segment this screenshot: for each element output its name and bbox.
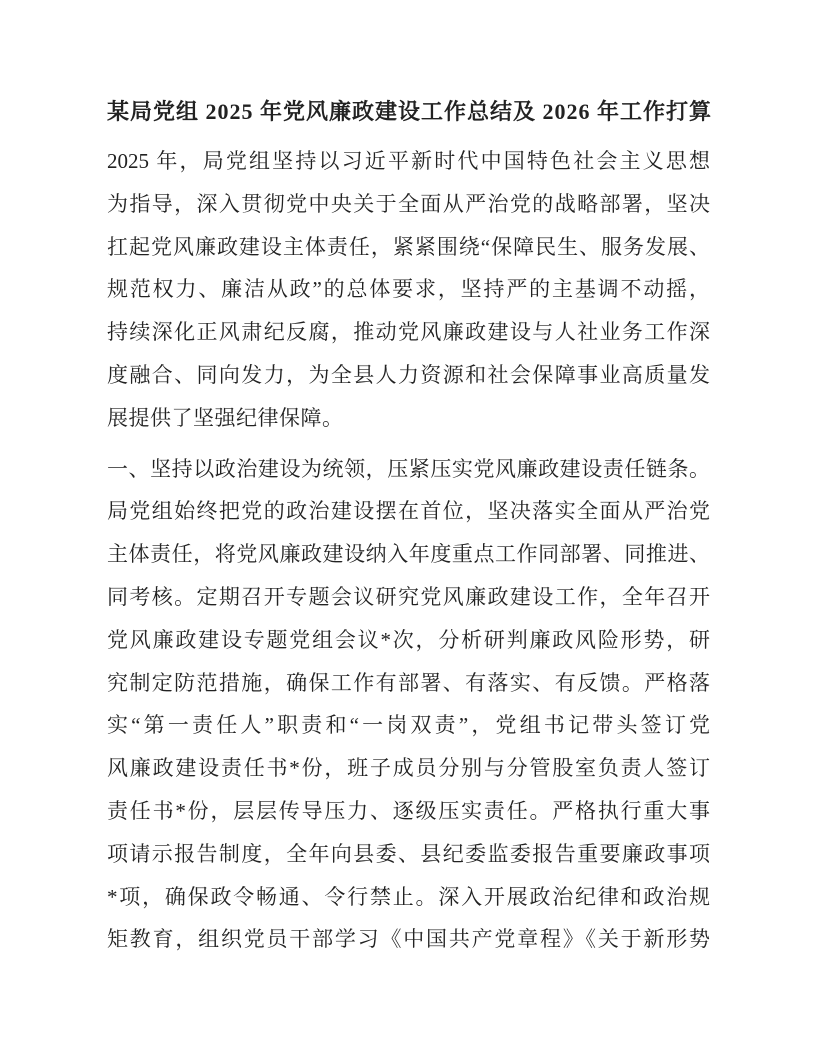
document-body [107, 140, 710, 961]
text-line: 党风廉政建设专题党组会议*次，分析研判廉政风险形势，研 [107, 627, 710, 652]
text-line: 同考核。定期召开专题会议研究党风廉政建设工作，全年召开 [107, 584, 710, 609]
text-line: 一、坚持以政治建设为统领，压紧压实党风廉政建设责任链条。 [107, 456, 710, 481]
paragraph [107, 448, 710, 962]
text-line: 2025 年，局党组坚持以习近平新时代中国特色社会主义思想 [107, 149, 710, 173]
paragraph [107, 140, 710, 440]
text-line: 度融合、同向发力，为全县人力资源和社会保障事业高质量发 [107, 362, 710, 387]
text-line: 扛起党风廉政建设主体责任，紧紧围绕“保障民生、服务发展、 [107, 234, 710, 259]
text-line: 为指导，深入贯彻党中央关于全面从严治党的战略部署，坚决 [107, 191, 710, 216]
text-line: 展提供了坚强纪律保障。 [107, 405, 344, 430]
text-line: 项请示报告制度，全年向县委、县纪委监委报告重要廉政事项 [107, 841, 710, 866]
text-line: 规范权力、廉洁从政”的总体要求，坚持严的主基调不动摇， [107, 277, 710, 302]
text-line: 风廉政建设责任书*份，班子成员分别与分管股室负责人签订 [107, 756, 710, 781]
text-line: 究制定防范措施，确保工作有部署、有落实、有反馈。严格落 [107, 670, 710, 695]
text-line: 主体责任，将党风廉政建设纳入年度重点工作同部署、同推进、 [107, 542, 710, 567]
text-line: 持续深化正风肃纪反腐，推动党风廉政建设与人社业务工作深 [107, 320, 710, 345]
text-line: 矩教育，组织党员干部学习《中国共产党章程》《关于新形势 [107, 927, 710, 952]
text-line: 局党组始终把党的政治建设摆在首位，坚决落实全面从严治党 [107, 499, 710, 524]
text-line: *项，确保政令畅通、令行禁止。深入开展政治纪律和政治规 [107, 884, 710, 909]
text-line: 实“第一责任人”职责和“一岗双责”，党组书记带头签订党 [107, 713, 710, 738]
document-title: 某局党组 2025 年党风廉政建设工作总结及 2026 年工作打算 [107, 99, 713, 124]
text-line: 责任书*份，层层传导压力、逐级压实责任。严格执行重大事 [107, 798, 710, 823]
